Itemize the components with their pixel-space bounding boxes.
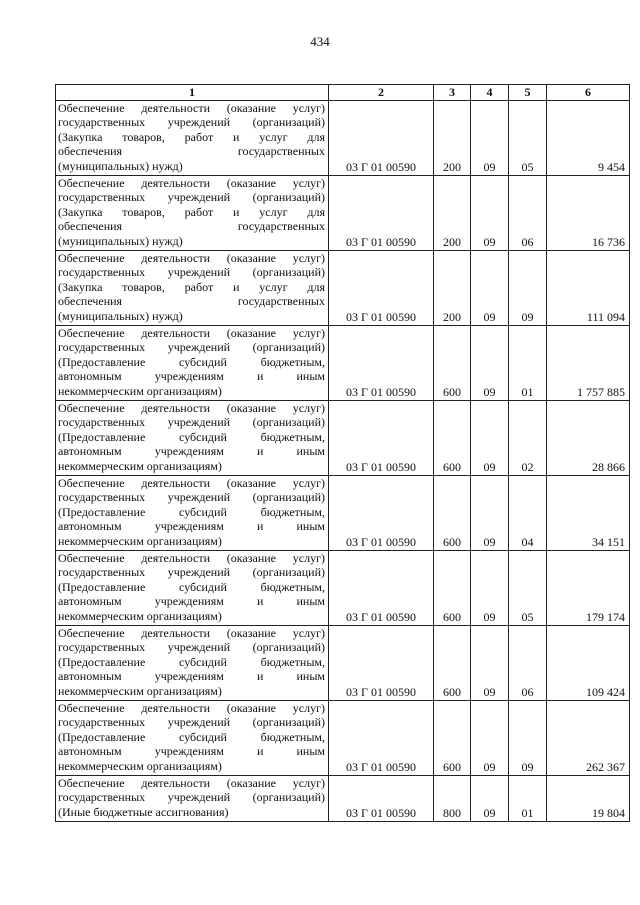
description-line: (Закупка товаров, работ и услуг для (58, 204, 325, 219)
row-code: 03 Г 01 00590 (329, 326, 434, 401)
description-line: (муниципальных) нужд) (58, 158, 183, 173)
row-col-3: 600 (434, 551, 471, 626)
row-col-5: 05 (509, 551, 547, 626)
table-header-row (56, 85, 630, 101)
description-line: Обеспечение деятельности (оказание услуг) (58, 551, 325, 565)
row-amount: 1 757 885 (547, 326, 630, 401)
row-col-4: 09 (471, 176, 509, 251)
row-description (56, 626, 329, 701)
row-amount: 34 151 (547, 476, 630, 551)
description-line: Обеспечение деятельности (оказание услуг) (58, 626, 325, 640)
description-line: автономным учреждениям и иным (58, 594, 325, 609)
description-line: (Предоставление субсидий бюджетным, (58, 354, 325, 369)
description-line: государственных учреждений (организаций) (58, 490, 325, 505)
row-col-3: 600 (434, 401, 471, 476)
description-line: автономным учреждениям и иным (58, 519, 325, 534)
description-line: некоммерческим организациям) (58, 533, 222, 548)
table-row (56, 701, 630, 776)
row-col-5: 02 (509, 401, 547, 476)
row-code: 03 Г 01 00590 (329, 176, 434, 251)
row-col-4: 09 (471, 776, 509, 822)
row-col-3: 600 (434, 476, 471, 551)
description-line: некоммерческим организациям) (58, 608, 222, 623)
row-code: 03 Г 01 00590 (329, 701, 434, 776)
row-col-3: 200 (434, 251, 471, 326)
description-line: (муниципальных) нужд) (58, 233, 183, 248)
description-line: (Иные бюджетные ассигнования) (58, 804, 229, 819)
description-line: (муниципальных) нужд) (58, 308, 183, 323)
description-line: государственных учреждений (организаций) (58, 265, 325, 280)
description-line: некоммерческим организациям) (58, 758, 222, 773)
description-line: государственных учреждений (организаций) (58, 415, 325, 430)
description-line: некоммерческим организациям) (58, 458, 222, 473)
description-line: Обеспечение деятельности (оказание услуг) (58, 776, 325, 790)
row-description (56, 401, 329, 476)
description-line: (Предоставление субсидий бюджетным, (58, 729, 325, 744)
description-line: государственных учреждений (организаций) (58, 565, 325, 580)
table-body (56, 101, 630, 822)
row-col-4: 09 (471, 101, 509, 176)
row-col-3: 200 (434, 101, 471, 176)
row-amount: 19 804 (547, 776, 630, 822)
row-code: 03 Г 01 00590 (329, 101, 434, 176)
table-row (56, 176, 630, 251)
row-col-4: 09 (471, 551, 509, 626)
description-line: Обеспечение деятельности (оказание услуг) (58, 701, 325, 715)
description-line: Обеспечение деятельности (оказание услуг) (58, 176, 325, 190)
row-amount: 262 367 (547, 701, 630, 776)
page-number: 434 (310, 34, 330, 49)
description-line: (Предоставление субсидий бюджетным, (58, 504, 325, 519)
description-line: государственных учреждений (организаций) (58, 190, 325, 205)
description-line: Обеспечение деятельности (оказание услуг) (58, 101, 325, 115)
row-col-4: 09 (471, 701, 509, 776)
description-line: (Предоставление субсидий бюджетным, (58, 579, 325, 594)
row-description (56, 101, 329, 176)
row-description (56, 776, 329, 822)
description-line: Обеспечение деятельности (оказание услуг) (58, 401, 325, 415)
row-col-4: 09 (471, 476, 509, 551)
description-line: (Предоставление субсидий бюджетным, (58, 654, 325, 669)
header-col-6: 6 (547, 85, 630, 101)
description-line: государственных учреждений (организаций) (58, 340, 325, 355)
row-col-5: 09 (509, 251, 547, 326)
description-line: обеспечения государственных (58, 219, 325, 234)
row-code: 03 Г 01 00590 (329, 551, 434, 626)
description-line: Обеспечение деятельности (оказание услуг) (58, 326, 325, 340)
row-code: 03 Г 01 00590 (329, 251, 434, 326)
row-col-5: 04 (509, 476, 547, 551)
row-amount: 28 866 (547, 401, 630, 476)
row-description (56, 326, 329, 401)
header-col-5: 5 (509, 85, 547, 101)
row-col-5: 06 (509, 626, 547, 701)
header-col-4: 4 (471, 85, 509, 101)
description-line: государственных учреждений (организаций) (58, 115, 325, 130)
row-code: 03 Г 01 00590 (329, 626, 434, 701)
row-description (56, 251, 329, 326)
row-col-3: 600 (434, 626, 471, 701)
row-col-3: 200 (434, 176, 471, 251)
row-code: 03 Г 01 00590 (329, 776, 434, 822)
description-line: автономным учреждениям и иным (58, 369, 325, 384)
description-line: (Закупка товаров, работ и услуг для (58, 129, 325, 144)
header-col-2: 2 (329, 85, 434, 101)
description-line: (Закупка товаров, работ и услуг для (58, 279, 325, 294)
row-col-3: 600 (434, 326, 471, 401)
description-line: (Предоставление субсидий бюджетным, (58, 429, 325, 444)
table-row (56, 326, 630, 401)
table-row (56, 776, 630, 822)
row-col-3: 600 (434, 701, 471, 776)
row-amount: 109 424 (547, 626, 630, 701)
row-col-4: 09 (471, 251, 509, 326)
row-col-4: 09 (471, 401, 509, 476)
table-row (56, 476, 630, 551)
row-col-5: 01 (509, 776, 547, 822)
row-col-5: 01 (509, 326, 547, 401)
row-col-5: 09 (509, 701, 547, 776)
table-row (56, 401, 630, 476)
description-line: государственных учреждений (организаций) (58, 715, 325, 730)
row-amount: 9 454 (547, 101, 630, 176)
row-col-4: 09 (471, 326, 509, 401)
row-code: 03 Г 01 00590 (329, 401, 434, 476)
row-col-3: 800 (434, 776, 471, 822)
row-amount: 179 174 (547, 551, 630, 626)
row-col-4: 09 (471, 626, 509, 701)
description-line: обеспечения государственных (58, 294, 325, 309)
row-amount: 111 094 (547, 251, 630, 326)
row-description (56, 476, 329, 551)
description-line: Обеспечение деятельности (оказание услуг) (58, 476, 325, 490)
row-col-5: 06 (509, 176, 547, 251)
description-line: Обеспечение деятельности (оказание услуг) (58, 251, 325, 265)
description-line: государственных учреждений (организаций) (58, 790, 325, 805)
description-line: государственных учреждений (организаций) (58, 640, 325, 655)
row-col-5: 05 (509, 101, 547, 176)
table-row (56, 551, 630, 626)
description-line: автономным учреждениям и иным (58, 669, 325, 684)
description-line: некоммерческим организациям) (58, 683, 222, 698)
description-line: обеспечения государственных (58, 144, 325, 159)
budget-table (55, 84, 630, 822)
description-line: автономным учреждениям и иным (58, 444, 325, 459)
row-description (56, 701, 329, 776)
row-code: 03 Г 01 00590 (329, 476, 434, 551)
description-line: автономным учреждениям и иным (58, 744, 325, 759)
description-line: некоммерческим организациям) (58, 383, 222, 398)
table-row (56, 101, 630, 176)
header-col-1: 1 (56, 85, 329, 101)
table-row (56, 626, 630, 701)
row-amount: 16 736 (547, 176, 630, 251)
row-description (56, 176, 329, 251)
header-col-3: 3 (434, 85, 471, 101)
table-row (56, 251, 630, 326)
row-description (56, 551, 329, 626)
